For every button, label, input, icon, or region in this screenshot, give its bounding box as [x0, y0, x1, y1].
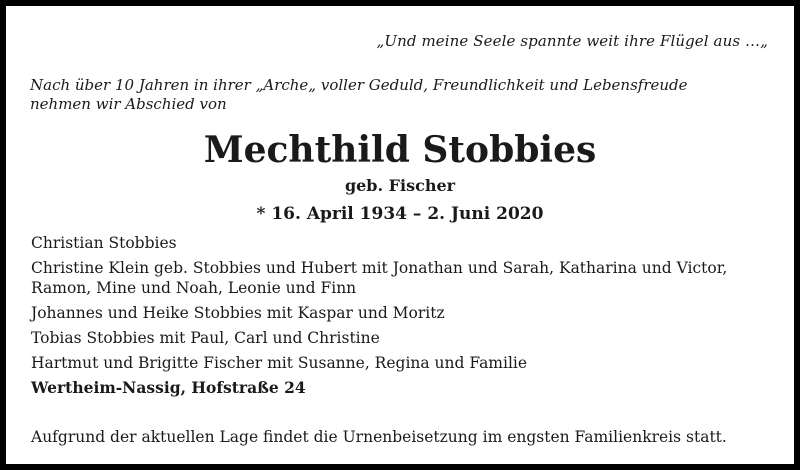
intro-text [30, 76, 768, 114]
mourner-line: Tobias Stobbies mit Paul, Carl und Christine [31, 329, 380, 347]
motto-quote: „Und meine Seele spannte weit ihre Flügel aus …„ [376, 32, 768, 50]
mourner-entry [31, 353, 770, 373]
family-address: Wertheim-Nassig, Hofstraße 24 [31, 378, 306, 397]
mourner-line: Hartmut und Brigitte Fischer mit Susanne, Regina und Familie [31, 354, 528, 372]
intro-line: Nach über 10 Jahren in ihrer „Arche„ voller Geduld, Freundlichkeit und Lebensfreude [30, 76, 688, 94]
mourner-line: Christian Stobbies [31, 234, 177, 252]
life-dates: * 16. April 1934 – 2. Juni 2020 [256, 204, 544, 224]
mourner-entry [31, 303, 770, 323]
mourner-line: Johannes und Heike Stobbies mit Kaspar und Moritz [31, 304, 445, 322]
mourner-line: Christine Klein geb. Stobbies und Hubert mit Jonathan und Sarah, Katharina und Victor, [31, 259, 728, 277]
deceased-name: Mechthild Stobbies [203, 129, 597, 171]
burial-note: Aufgrund der aktuellen Lage findet die Urnenbeisetzung im engsten Familienkreis statt. [31, 428, 727, 446]
mourner-entry [31, 258, 770, 298]
intro-line: nehmen wir Abschied von [30, 95, 227, 113]
mourner-line: Ramon, Mine und Noah, Leonie und Finn [31, 279, 357, 297]
mourners-list [31, 233, 770, 378]
mourner-entry [31, 328, 770, 348]
maiden-name: geb. Fischer [344, 176, 456, 195]
mourner-entry [31, 233, 770, 253]
